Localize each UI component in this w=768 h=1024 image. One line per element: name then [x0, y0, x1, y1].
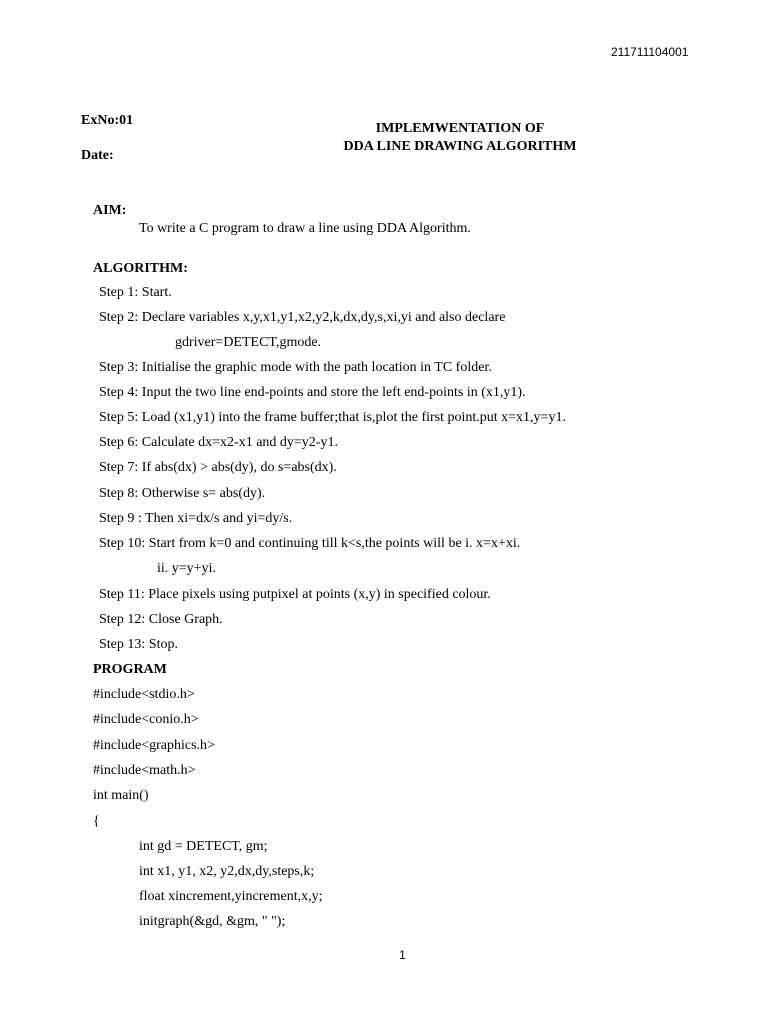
algorithm-step-10: Step 10: Start from k=0 and continuing till k<s,the points will be i. x=x+xi.: [99, 536, 521, 551]
algorithm-step-3: Step 3: Initialise the graphic mode with the path location in TC folder.: [99, 360, 492, 375]
algorithm-step-6: Step 6: Calculate dx=x2-x1 and dy=y2-y1.: [99, 435, 338, 450]
algorithm-step-7: Step 7: If abs(dx) > abs(dy), do s=abs(dx).: [99, 460, 337, 475]
code-line-9: float xincrement,yincrement,x,y;: [139, 889, 323, 904]
date-label: Date:: [81, 148, 114, 163]
program-heading: PROGRAM: [93, 662, 167, 677]
algorithm-step-2-continued: gdriver=DETECT,gmode.: [175, 335, 322, 350]
title-line-2: DDA LINE DRAWING ALGORITHM: [343, 139, 577, 154]
algorithm-step-5: Step 5: Load (x1,y1) into the frame buffer;that is,plot the first point.put x=x1,y=y1.: [99, 410, 566, 425]
code-line-10: initgraph(&gd, &gm, " ");: [139, 914, 286, 929]
code-line-8: int x1, y1, x2, y2,dx,dy,steps,k;: [139, 864, 315, 879]
algorithm-step-1: Step 1: Start.: [99, 285, 172, 300]
algorithm-step-10-continued: ii. y=y+yi.: [157, 561, 216, 576]
code-line-2: #include<conio.h>: [93, 712, 199, 727]
algorithm-step-12: Step 12: Close Graph.: [99, 612, 223, 627]
code-line-3: #include<graphics.h>: [93, 738, 215, 753]
algorithm-step-13: Step 13: Stop.: [99, 637, 178, 652]
code-line-7: int gd = DETECT, gm;: [139, 839, 268, 854]
exno-label: ExNo:01: [81, 113, 134, 128]
algorithm-step-8: Step 8: Otherwise s= abs(dy).: [99, 486, 266, 501]
algorithm-step-2: Step 2: Declare variables x,y,x1,y1,x2,y2,k,dx,dy,s,xi,yi and also declare: [99, 310, 506, 325]
code-line-4: #include<math.h>: [93, 763, 196, 778]
algorithm-step-4: Step 4: Input the two line end-points and store the left end-points in (x1,y1).: [99, 385, 526, 400]
code-line-6: {: [93, 814, 100, 829]
aim-text: To write a C program to draw a line using DDA Algorithm.: [139, 221, 471, 236]
title-line-1: IMPLEMWENTATION OF: [375, 121, 545, 136]
code-line-1: #include<stdio.h>: [93, 687, 195, 702]
aim-heading: AIM:: [93, 203, 127, 218]
algorithm-step-9: Step 9 : Then xi=dx/s and yi=dy/s.: [99, 511, 293, 526]
register-number: 211711104001: [611, 45, 689, 59]
algorithm-heading: ALGORITHM:: [93, 261, 188, 276]
code-line-5: int main(): [93, 788, 149, 803]
algorithm-step-11: Step 11: Place pixels using putpixel at points (x,y) in specified colour.: [99, 587, 491, 602]
page-number: 1: [399, 948, 406, 962]
